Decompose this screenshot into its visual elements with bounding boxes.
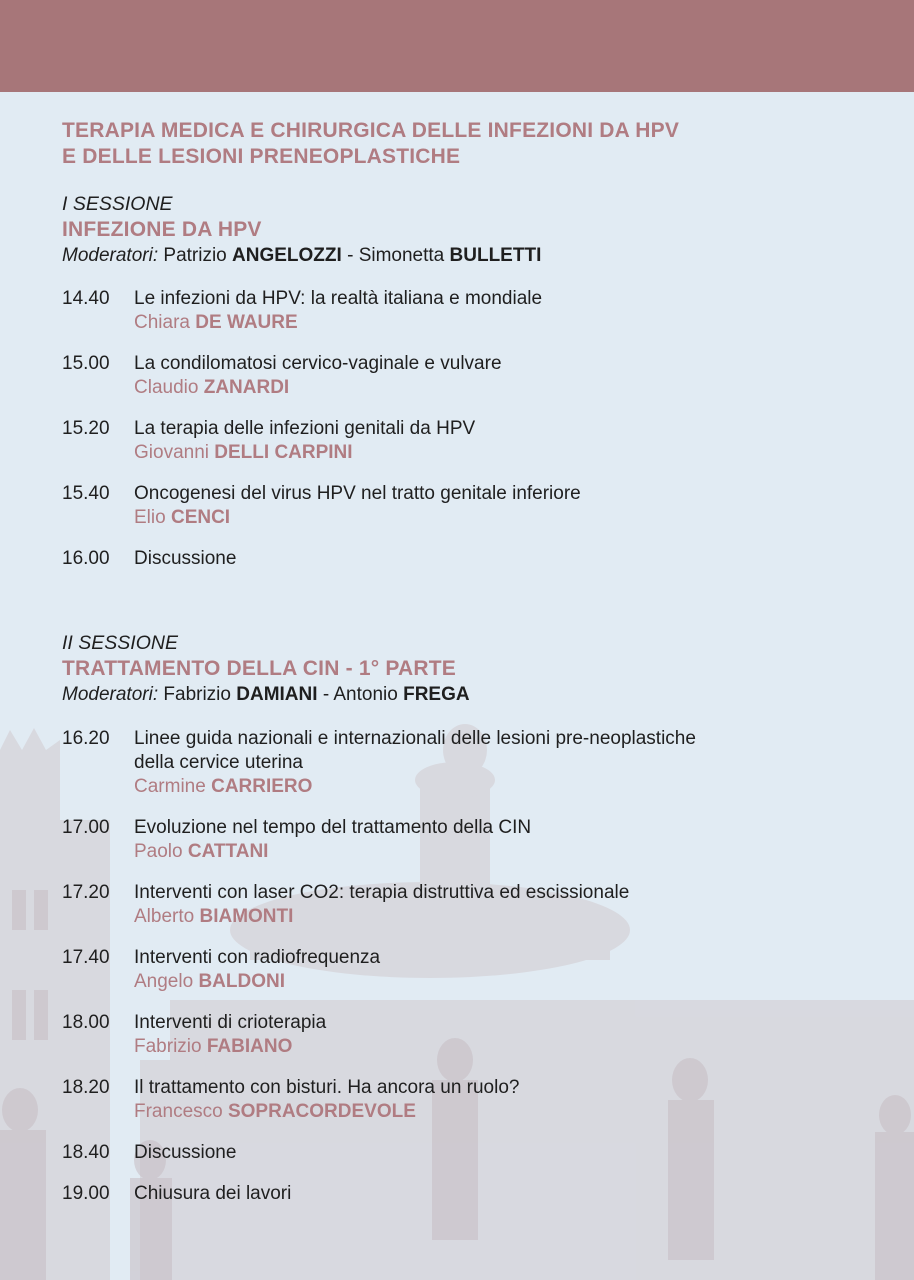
moderator-last-name: ANGELOZZI [232, 245, 342, 266]
talk-speaker [134, 775, 862, 799]
speaker-first-name: Carmine [134, 776, 206, 797]
talk-title: Le infezioni da HPV: la realtà italiana e mondiale [134, 288, 543, 309]
moderators-line [62, 683, 862, 707]
speaker-first-name: Fabrizio [134, 1036, 202, 1057]
speaker-first-name: Alberto [134, 906, 195, 927]
program-content [62, 118, 862, 1223]
talk-speaker [134, 970, 862, 994]
session-label: I SESSIONE [62, 193, 173, 215]
speaker-first-name: Chiara [134, 312, 190, 333]
talk-time: 15.20 [62, 418, 110, 439]
session-label: II SESSIONE [62, 632, 178, 654]
moderators-label: Moderatori: [62, 684, 159, 705]
talk-item [62, 1141, 862, 1165]
talk-title: Il trattamento con bisturi. Ha ancora un ruolo? [134, 1077, 520, 1098]
talk-time: 16.00 [62, 548, 110, 569]
talk-time: 17.00 [62, 817, 110, 838]
talk-title: Oncogenesi del virus HPV nel tratto genitale inferiore [134, 483, 581, 504]
speaker-first-name: Giovanni [134, 442, 209, 463]
talk-title: La terapia delle infezioni genitali da HPV [134, 418, 476, 439]
moderators-line [62, 244, 862, 268]
talk-item [62, 287, 862, 335]
talk-title: Interventi di crioterapia [134, 1012, 327, 1033]
talk-item [62, 417, 862, 465]
talk-speaker [134, 441, 862, 465]
moderator-first-name: Fabrizio [163, 684, 231, 705]
talk-speaker [134, 840, 862, 864]
talk-item [62, 727, 862, 799]
talk-time: 17.40 [62, 947, 110, 968]
talk-title: Interventi con radiofrequenza [134, 947, 381, 968]
talk-speaker [134, 1100, 862, 1124]
talk-time: 15.40 [62, 483, 110, 504]
moderator-last-name: DAMIANI [236, 684, 318, 705]
moderator-first-name: Patrizio [163, 245, 227, 266]
talk-item [62, 547, 862, 571]
talk-item [62, 352, 862, 400]
talk-speaker [134, 376, 862, 400]
speaker-first-name: Claudio [134, 377, 199, 398]
speaker-last-name: CATTANI [187, 841, 269, 862]
page-title-line-2: E DELLE LESIONI PRENEOPLASTICHE [62, 145, 461, 168]
moderator-last-name: FREGA [403, 684, 470, 705]
speaker-first-name: Angelo [134, 971, 194, 992]
moderator-first-name: Simonetta [358, 245, 445, 266]
speaker-last-name: BIAMONTI [199, 906, 294, 927]
talk-time: 18.20 [62, 1077, 110, 1098]
talk-time: 17.20 [62, 882, 110, 903]
talk-title: Discussione [134, 548, 237, 569]
session-1 [62, 192, 862, 571]
talk-title: Evoluzione nel tempo del trattamento della CIN [134, 817, 532, 838]
page-title [62, 118, 862, 170]
moderator-last-name: BULLETTI [449, 245, 542, 266]
session-title: TRATTAMENTO DELLA CIN - 1° PARTE [62, 657, 456, 680]
talk-time: 16.20 [62, 728, 110, 749]
talk-time: 14.40 [62, 288, 110, 309]
talk-item [62, 946, 862, 994]
talk-speaker [134, 1035, 862, 1059]
talk-speaker [134, 905, 862, 929]
talk-item [62, 482, 862, 530]
header-band [0, 0, 914, 92]
speaker-last-name: BALDONI [198, 971, 286, 992]
session-title: INFEZIONE DA HPV [62, 218, 262, 241]
moderators-label: Moderatori: [62, 245, 159, 266]
talk-speaker [134, 311, 862, 335]
talk-time: 18.40 [62, 1142, 110, 1163]
talk-title: Discussione [134, 1142, 237, 1163]
speaker-last-name: DE WAURE [195, 312, 298, 333]
speaker-last-name: FABIANO [206, 1036, 293, 1057]
talk-item [62, 816, 862, 864]
talk-time: 15.00 [62, 353, 110, 374]
speaker-last-name: SOPRACORDEVOLE [227, 1101, 416, 1122]
talk-list [62, 287, 862, 571]
talk-speaker [134, 506, 862, 530]
speaker-first-name: Francesco [134, 1101, 223, 1122]
speaker-last-name: ZANARDI [203, 377, 290, 398]
speaker-last-name: CENCI [170, 507, 231, 528]
talk-title-line-2: della cervice uterina [134, 752, 303, 773]
talk-time: 18.00 [62, 1012, 110, 1033]
session-2 [62, 631, 862, 1206]
speaker-first-name: Elio [134, 507, 166, 528]
talk-title: La condilomatosi cervico-vaginale e vulvare [134, 353, 502, 374]
moderator-separator: - [322, 684, 330, 705]
talk-title: Chiusura dei lavori [134, 1183, 292, 1204]
talk-item [62, 1011, 862, 1059]
talk-title: Interventi con laser CO2: terapia distruttiva ed escissionale [134, 882, 630, 903]
moderator-separator: - [347, 245, 354, 266]
speaker-first-name: Paolo [134, 841, 183, 862]
talk-time: 19.00 [62, 1183, 110, 1204]
speaker-last-name: CARRIERO [211, 776, 313, 797]
moderator-first-name: Antonio [333, 684, 398, 705]
talk-item [62, 881, 862, 929]
talk-item [62, 1182, 862, 1206]
talk-item [62, 1076, 862, 1124]
talk-list [62, 727, 862, 1206]
page-title-line-1: TERAPIA MEDICA E CHIRURGICA DELLE INFEZIONI DA HPV [62, 119, 680, 142]
talk-title-line-1: Linee guida nazionali e internazionali delle lesioni pre-neoplastiche [134, 728, 696, 749]
speaker-last-name: DELLI CARPINI [214, 442, 353, 463]
